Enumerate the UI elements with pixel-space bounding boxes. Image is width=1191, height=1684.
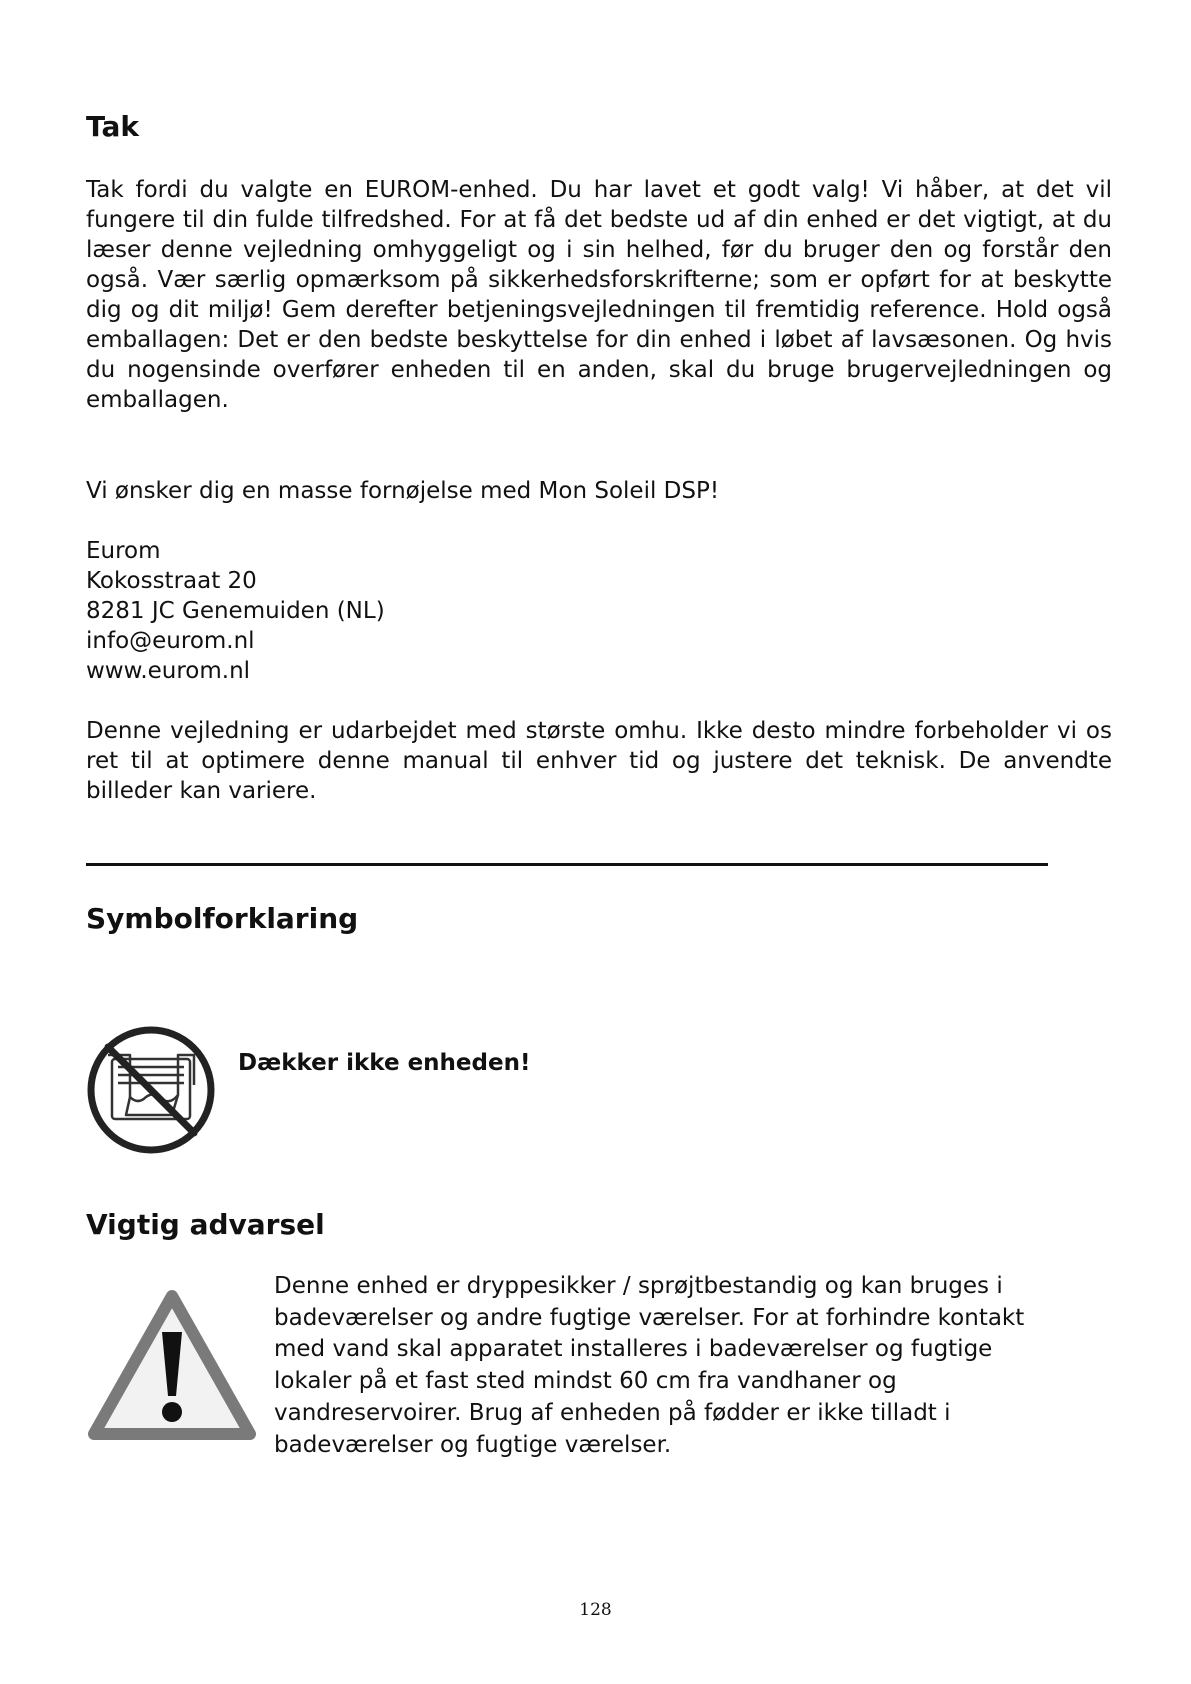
thanks-paragraph: Tak fordi du valgte en EUROM-enhed. Du har lavet et godt valg! Vi håber, at det vil fungere til din fulde tilfredshed. For at få det bedste ud af din enhed er det vigtigt, at du læser denne vejledning omhyggeligt og i sin helhed, før du bruger den og forstår den også. Vær særlig opmærksom på sikkerhedsforskrifterne; som er opført for at beskytte dig og dit miljø! Gem derefter betjeningsvejledningen til fremtidig reference. Hold også emballagen: Det er den bedste beskyttelse for din enhed i løbet af lavsæsonen. Og hvis du nogensinde overfører enheden til en anden, skal du bruge brugervejledningen og emballagen. (86, 177, 1112, 413)
warning-line: vandreservoirer. Brug af enheden på fødder er ikke tilladt i (274, 1399, 951, 1426)
do-not-cover-icon (86, 1025, 216, 1155)
address-email: info@eurom.nl (86, 628, 255, 654)
warning-line: med vand skal apparatet installeres i badeværelser og fugtige (274, 1336, 993, 1363)
warning-text (274, 1271, 1024, 1461)
address-block (86, 536, 385, 686)
address-company: Eurom (86, 538, 161, 564)
warning-line: Denne enhed er dryppesikker / sprøjtbestandig og kan bruges i (274, 1273, 1003, 1299)
thanks-wish: Vi ønsker dig en masse fornøjelse med Mon Soleil DSP! (86, 478, 720, 504)
heading-symbolforklaring: Symbolforklaring (86, 902, 359, 935)
address-website: www.eurom.nl (86, 658, 251, 684)
warning-line: badeværelser og fugtige værelser. (274, 1431, 672, 1458)
address-city: 8281 JC Genemuiden (NL) (86, 598, 385, 624)
address-street: Kokosstraat 20 (86, 568, 257, 594)
disclaimer-paragraph: Denne vejledning er udarbejdet med største omhu. Ikke desto mindre forbeholder vi os ret til at optimere denne manual til enhver tid og justere det teknisk. De anvendte billeder kan variere. (86, 718, 1112, 804)
section-divider (86, 863, 1048, 866)
warning-line: lokaler på et fast sted mindst 60 cm fra vandhaner og (274, 1368, 897, 1395)
page-number: 128 (579, 1600, 612, 1620)
symbol-label-do-not-cover: Dækker ikke enheden! (238, 1050, 531, 1076)
warning-line: badeværelser og andre fugtige værelser. For at forhindre kontakt (274, 1304, 1025, 1331)
heading-tak: Tak (86, 110, 140, 143)
warning-triangle-icon (86, 1288, 258, 1443)
heading-vigtig-advarsel: Vigtig advarsel (86, 1208, 325, 1241)
